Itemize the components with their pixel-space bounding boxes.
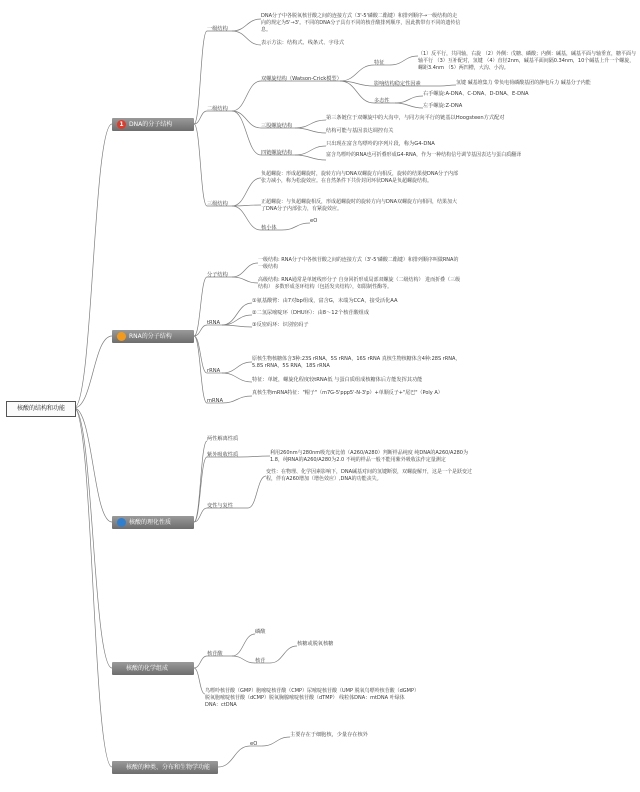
quadruplex-text-2: 富含鸟嘌呤的RNA也可折叠形成G4-RNA，作为一种结构信号调节基因表达与蛋白质翻译 xyxy=(326,152,522,158)
polymorphism-node[interactable]: 多态性 xyxy=(374,98,390,104)
triplex-text-2: 结构可能与基因表达调控有关 xyxy=(326,128,394,134)
sugar-node: 核糖或脱氧核糖 xyxy=(297,641,334,647)
mrna-node[interactable]: mRNA xyxy=(207,398,224,404)
orange-dot-icon xyxy=(117,332,126,341)
number-one-icon: 1 xyxy=(117,120,126,129)
dna-tertiary-node[interactable]: 三级结构 xyxy=(207,201,228,207)
negative-supercoil-text: 负超螺旋：形成超螺旋时，旋转方向与DNA双螺旋方向相反，旋转的结果使DNA分子内部张力减小，称为松旋效应。在自然条件下共价封闭环状DNA是负超螺旋结构。 xyxy=(261,171,459,184)
uv-text: 利用260nm与280nm吸光度比值（A260/A280）判断样品纯度 纯DNA的A260/A280为1.8，纯RNA的A260/A280为2.0 不纯的样品一般不能用紫外吸收法作定量测定 xyxy=(270,450,468,463)
features-node[interactable]: 特征 xyxy=(374,60,385,66)
stability-node[interactable]: 影响结构稳定性因素 xyxy=(374,81,421,87)
section-physicochemical[interactable] xyxy=(112,516,194,529)
kinds-text: 主要存在于细胞核，少量存在核外 xyxy=(290,732,368,738)
section-label: DNA的分子结构 xyxy=(129,121,173,128)
rrna-text-2: 特征：单链，螺旋化程度较tRNA低 与蛋白质组成核糖体后方能发挥其功能 xyxy=(252,377,423,383)
quadruplex-text-1: 只出现在富含鸟嘌呤的序列片段，称为G4-DNA xyxy=(326,141,435,147)
phosphate-node[interactable]: 磷酸 xyxy=(255,629,266,635)
rna-primary-text: 一级结构: RNA分子中各核苷酸之间的连接方式（3'-5'磷酸二酯键）和排列顺序叫做RNA的一级结构 xyxy=(258,257,459,270)
dna-primary-representation: 表示方法：结构式、线条式、字母式 xyxy=(261,40,345,46)
triplex-node[interactable]: 三股螺旋结构 xyxy=(261,123,293,129)
denature-node[interactable]: 变性与复性 xyxy=(207,503,233,509)
amphoteric-node[interactable]: 两性解离性质 xyxy=(207,436,239,442)
quadruplex-node[interactable]: 四链螺旋结构 xyxy=(261,150,293,156)
kinds-child-node[interactable]: eO xyxy=(250,741,258,747)
rna-higher-text: 高级结构: RNA通常是单链线形分子 自身回折形成局部双螺旋（二级结构） 进而折叠（三级结构） 多数形成茎环结构（包括发夹结构），如限制性酶等。 xyxy=(258,277,461,290)
blue-dot-icon xyxy=(117,518,126,527)
dna-primary-node[interactable]: 一级结构 xyxy=(207,26,228,32)
positive-supercoil-text: 正超螺旋：与负超螺旋相反，形成超螺旋时的旋转方向与DNA双螺旋方向相同，结果加大了DNA分子内部张力，有紧旋效应。 xyxy=(261,199,458,212)
section-chemical-composition[interactable] xyxy=(112,662,194,675)
section-label: RNA的分子结构 xyxy=(129,333,172,340)
dna-primary-definition: DNA分子中各脱氧核苷酸之间的连接方式（3'-5'磷酸二酯键）和排列顺序→一级结构的走向的规定为5'→3'。不同的DNA分子具有不同的核苷酸排列顺序，因此携带有不同的遗传信息。 xyxy=(261,13,461,33)
trna-text-2: ②二氢尿嘧啶环（DHU环）：由8～12个核苷酸组成 xyxy=(252,310,370,316)
trna-text-1: ①氨基酸臂：由7对bp组成，富含G，末端为CCA，接受活化AA xyxy=(252,298,398,304)
section-rna-structure[interactable] xyxy=(112,330,194,343)
left-handed-helix: 左手螺旋:Z-DNA xyxy=(423,103,463,109)
root-node[interactable]: 核酸的结构和功能 xyxy=(6,401,76,417)
right-handed-helix: 右手螺旋:A-DNA、C-DNA、D-DNA、E-DNA xyxy=(423,91,529,97)
denature-text: 变性：在物理、化学因素影响下，DNA碱基对间的氢键断裂，双螺旋解开，这是一个是跃变过程，伴有A260增加（增色效应）,DNA的功能丧失。 xyxy=(266,469,473,482)
section-label: 核酸的种类、分布和生物学功能 xyxy=(126,764,211,771)
section-label: 核酸的理化性质 xyxy=(129,519,172,526)
section-kinds-functions[interactable] xyxy=(112,761,218,774)
stability-text: 氢键 碱基堆集力 带负电荷磷酸基团的静电斥力 碱基分子内能 xyxy=(456,80,591,86)
trna-text-3: ③反密码环：识别密码子 xyxy=(252,322,309,328)
nucleosome-node[interactable]: 核小体 xyxy=(261,225,277,231)
rrna-text-1: 原核生物核糖体含3种:23S rRNA，5S rRNA，16S rRNA 真核生物核糖体含4种:28S rRNA，5.8S rRNA，5S RNA，18S rRNA xyxy=(252,356,461,369)
mrna-text: 真核生物mRNA特征："帽子"（m7G-5'ppp5'-N-3'p）+单顺反子+"尾巴"（Poly A） xyxy=(252,390,443,396)
uv-node[interactable]: 紫外吸收性质 xyxy=(207,452,239,458)
triplex-text-1: 第三条链位于双螺旋中的大沟中，与同方向平行的链基以Hoogsteen方式配对 xyxy=(326,115,505,121)
section-dna-structure[interactable] xyxy=(112,118,194,131)
nucleotide-node[interactable]: 核苷酸 xyxy=(207,651,223,657)
features-text: （1）反平行，共同轴，右旋 （2）外侧：戊糖、磷酸；内侧：碱基，碱基平面与轴垂直，糖平面与轴平行 （3）互补配对，氢键 （4）直径2nm，碱基平面间隔0.34nm，10个碱基上升一个螺旋，螺距3.4nm （5）两凹槽，大沟、小沟。 xyxy=(418,51,636,71)
trna-node[interactable]: tRNA xyxy=(207,320,221,326)
section-label: 核酸的化学组成 xyxy=(126,665,169,672)
nucleotide-list-text: 鸟嘌呤核苷酸（GMP）胞嘧啶核苷酸（CMP）尿嘧啶核苷酸（UMP 脱氧鸟嘌呤核苷酸（dGMP）脱氧胞嘧啶核苷酸（dCMP）脱氧胸腺嘧啶核苷酸（dTMP） 线粒体DNA：mtDNA 叶绿体DNA：ctDNA xyxy=(205,688,419,708)
rna-structure-node[interactable]: 分子结构 xyxy=(207,272,228,278)
watson-crick-node[interactable]: 双螺旋结构（Watson-Crick模型） xyxy=(261,76,342,82)
rrna-node[interactable]: rRNA xyxy=(207,368,221,374)
nucleoside-node[interactable]: 核苷 xyxy=(255,658,266,664)
nucleosome-child: eO xyxy=(310,218,318,224)
dna-secondary-node[interactable]: 二级结构 xyxy=(207,106,228,112)
